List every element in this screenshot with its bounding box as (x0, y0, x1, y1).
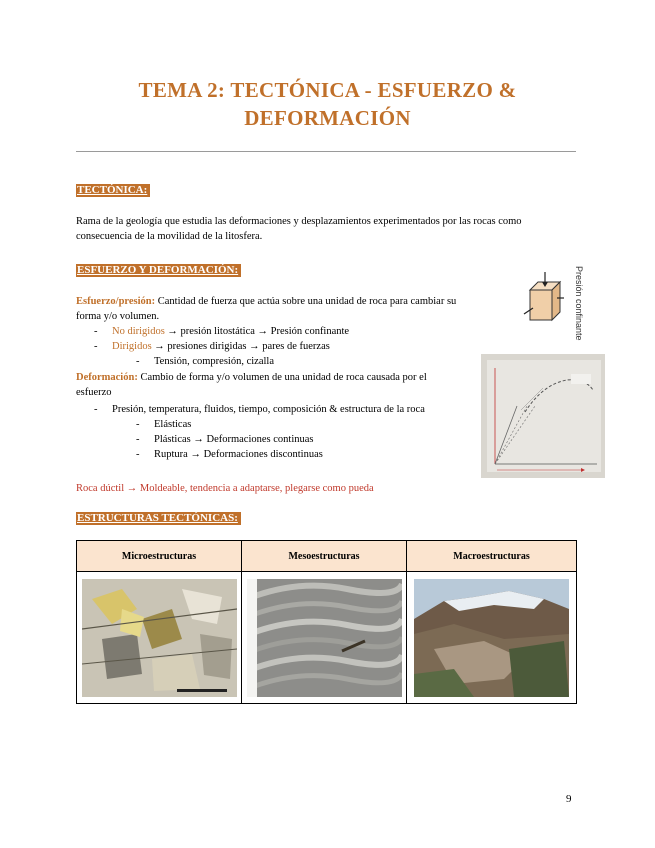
esfuerzo-definition (76, 294, 516, 324)
presion-confinante-label (574, 266, 584, 341)
esfuerzo-def-line-2: forma y/o volumen. (76, 311, 160, 322)
estructuras-heading: ESTRUCTURAS TECTÓNICAS: (76, 512, 241, 525)
micro-cell (77, 572, 242, 704)
cube-label-container (572, 266, 584, 346)
roca-ductil-note: Roca dúctil → Moldeable, tendencia a adaptarse, plegarse como pueda (76, 483, 374, 494)
deformacion-term: Deformación: (76, 372, 138, 383)
tectonica-heading: TECTÓNICA: (76, 184, 150, 197)
column-header-macro: Macroestructuras (407, 541, 577, 572)
stress-strain-graph-image (481, 354, 605, 478)
macro-cell (407, 572, 577, 704)
title-line-2: DEFORMACIÓN (244, 106, 411, 130)
title-divider (76, 151, 576, 152)
column-header-meso: Mesoestructuras (242, 541, 407, 572)
list-subitem-ruptura: - Ruptura → Deformaciones discontinuas (136, 449, 323, 460)
title-line-1: TEMA 2: TECTÓNICA - ESFUERZO & (138, 78, 517, 102)
tectonica-text-line-2: consecuencia de la movilidad de la litosfera. (76, 231, 263, 242)
esfuerzo-term: Esfuerzo/presión: (76, 296, 156, 307)
meso-cell (242, 572, 407, 704)
deformacion-def-line-2: esfuerzo (76, 387, 112, 398)
list-item-no-dirigidos: - No dirigidos → presión litostática → Presión confinante (94, 326, 350, 337)
esfuerzo-def-line-1: Cantidad de fuerza que actúa sobre una unidad de roca para cambiar su (155, 296, 457, 307)
microstructure-photo (82, 579, 237, 697)
column-header-micro: Microestructuras (77, 541, 242, 572)
deformacion-definition (76, 370, 476, 400)
page-title (60, 76, 595, 132)
macrostructure-photo (414, 579, 569, 697)
ruptura-text: Ruptura → Deformaciones discontinuas (154, 449, 323, 460)
table-row (77, 572, 577, 704)
dirigidos-label: Dirigidos (112, 341, 152, 352)
list-subitem-plasticas: - Plásticas → Deformaciones continuas (136, 434, 314, 445)
dirigidos-text: → presiones dirigidas → pares de fuerzas (151, 341, 330, 352)
factores-text: Presión, temperatura, fluidos, tiempo, composición & estructura de la roca (112, 404, 425, 415)
list-subitem-elasticas: - Elásticas (136, 419, 192, 430)
list-item-dirigidos: - Dirigidos → presiones dirigidas → pares de fuerzas (94, 341, 330, 352)
tension-text: Tensión, compresión, cizalla (154, 356, 274, 367)
no-dirigidos-label: No dirigidos (112, 326, 165, 337)
mesostructure-photo (247, 579, 402, 697)
list-item-factores: - Presión, temperatura, fluidos, tiempo, composición & estructura de la roca (94, 404, 425, 415)
table-header-row (77, 541, 577, 572)
estructuras-table (76, 540, 577, 704)
page-number: 9 (566, 793, 572, 805)
list-subitem-tension: - Tensión, compresión, cizalla (136, 356, 274, 367)
tectonica-definition (76, 214, 581, 244)
no-dirigidos-text: → presión litostática → Presión confinante (164, 326, 350, 337)
elasticas-text: Elásticas (154, 419, 192, 430)
tectonica-text-line-1: Rama de la geología que estudia las deformaciones y desplazamientos experimentados por las rocas como (76, 216, 522, 227)
esfuerzo-heading: ESFUERZO Y DEFORMACIÓN: (76, 264, 241, 277)
plasticas-text: Plásticas → Deformaciones continuas (154, 434, 314, 445)
cube-label-text: Presión confinante (574, 266, 584, 341)
deformacion-def-line-1: Cambio de forma y/o volumen de una unidad de roca causada por el (137, 372, 427, 383)
confining-pressure-cube-diagram (522, 272, 566, 332)
